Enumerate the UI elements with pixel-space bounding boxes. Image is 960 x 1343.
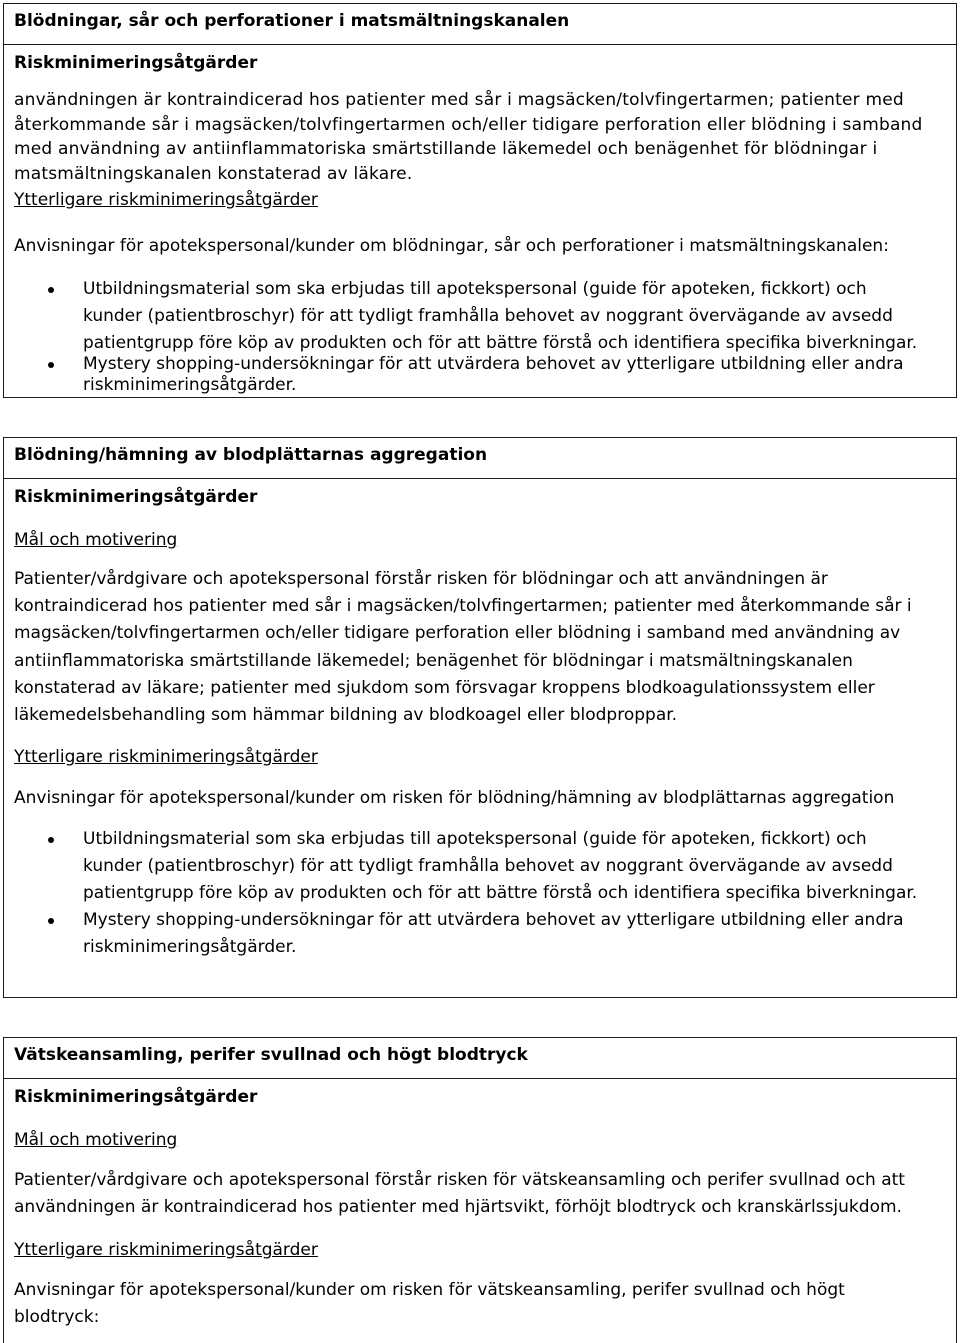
- bullet-list: [14, 826, 946, 961]
- risk-minimization-heading: Riskminimeringsåtgärder: [14, 1087, 258, 1107]
- instructions-text-line: blodtryck:: [14, 1307, 100, 1328]
- bullet-text-line: riskminimeringsåtgärder.: [83, 937, 297, 958]
- bullet-text-line: Utbildningsmaterial som ska erbjudas till apotekspersonal (guide för apoteken, fickkort) och: [83, 829, 867, 850]
- bullet-text-line: Mystery shopping-undersökningar för att utvärdera behovet av ytterligare utbildning eller andra: [83, 353, 904, 374]
- section-body: [4, 1084, 956, 1331]
- risk-section: [3, 3, 957, 398]
- bullet-text-line: riskminimeringsåtgärder.: [83, 374, 297, 395]
- instructions-text-line: Anvisningar för apotekspersonal/kunder om risken för blödning/hämning av blodplättarnas aggregation: [14, 788, 895, 809]
- instructions-text-line: Anvisningar för apotekspersonal/kunder om risken för vätskeansamling, perifer svullnad och högt: [14, 1280, 845, 1301]
- body-text-line: magsäcken/tolvfingertarmen och/eller tidigare perforation eller blödning i samband med användning av: [14, 623, 901, 644]
- bullet-text-line: kunder (patientbroschyr) för att tydligt framhålla behovet av noggrant övervägande av avsedd: [83, 305, 893, 326]
- section-body: [4, 484, 956, 961]
- body-text-line: återkommande sår i magsäcken/tolvfingertarmen och/eller tidigare perforation eller blödning i samband: [14, 114, 923, 135]
- instructions-text-line: Anvisningar för apotekspersonal/kunder om blödningar, sår och perforationer i matsmältningskanalen:: [14, 235, 889, 256]
- body-text-line: konstaterad av läkare; patienter med sjukdom som försvagar kroppens blodkoagulationssystem eller: [14, 677, 875, 698]
- section-title: Blödningar, sår och perforationer i matsmältningskanalen: [4, 4, 956, 45]
- body-paragraph: [14, 566, 946, 729]
- risk-minimization-heading: Riskminimeringsåtgärder: [14, 53, 258, 73]
- bullet-icon: [48, 918, 54, 924]
- bullet-list: [14, 276, 946, 396]
- section-title: Vätskeansamling, perifer svullnad och högt blodtryck: [4, 1038, 956, 1079]
- section-body: [4, 50, 956, 396]
- bullet-text-line: kunder (patientbroschyr) för att tydligt framhålla behovet av noggrant övervägande av avsedd: [83, 856, 893, 877]
- bullet-item: [14, 826, 946, 907]
- bullet-item: [14, 276, 946, 357]
- intro-paragraph: [14, 88, 946, 187]
- bullet-item: [14, 354, 946, 396]
- body-text-line: med användning av antiinflammatoriska smärtstillande läkemedel och benägenhet för blödningar i: [14, 139, 878, 160]
- goal-and-motivation-heading: Mål och motivering: [14, 1130, 178, 1150]
- risk-section: [3, 437, 957, 998]
- body-paragraph: [14, 1167, 946, 1221]
- body-text-line: antiinflammatoriska smärtstillande läkemedel; benägenhet för blödningar i matsmältningskanalen: [14, 650, 853, 671]
- body-text-line: användningen är kontraindicerad hos patienter med hjärtsvikt, förhöjt blodtryck och kranskärlssjukdom.: [14, 1197, 902, 1218]
- additional-measures-heading: Ytterligare riskminimeringsåtgärder: [14, 747, 318, 768]
- body-text-line: användningen är kontraindicerad hos patienter med sår i magsäcken/tolvfingertarmen; patienter med: [14, 90, 904, 110]
- risk-section: [3, 1037, 957, 1343]
- risk-minimization-heading: Riskminimeringsåtgärder: [14, 487, 258, 507]
- instructions-paragraph: [14, 1277, 946, 1331]
- bullet-text-line: Mystery shopping-undersökningar för att utvärdera behovet av ytterligare utbildning eller andra: [83, 910, 904, 931]
- body-text-line: Patienter/vårdgivare och apotekspersonal förstår risken för blödningar och att användningen är: [14, 569, 828, 589]
- bullet-icon: [48, 362, 54, 368]
- additional-measures-heading: Ytterligare riskminimeringsåtgärder: [14, 189, 318, 210]
- bullet-icon: [48, 287, 54, 293]
- body-text-line: matsmältningskanalen konstaterad av läkare.: [14, 164, 413, 185]
- body-text-line: läkemedelsbehandling som hämmar bildning av blodkoagel eller blodproppar.: [14, 704, 678, 725]
- goal-and-motivation-heading: Mål och motivering: [14, 530, 178, 550]
- bullet-item: [14, 907, 946, 961]
- body-text-line: Patienter/vårdgivare och apotekspersonal förstår risken för vätskeansamling och perifer svullnad och att: [14, 1170, 905, 1190]
- additional-measures-heading: Ytterligare riskminimeringsåtgärder: [14, 1240, 318, 1261]
- bullet-text-line: patientgrupp före köp av produkten och för att bättre förstå och identifiera specifika biverkningar.: [83, 332, 918, 353]
- section-title: Blödning/hämning av blodplättarnas aggregation: [4, 438, 956, 479]
- bullet-text-line: patientgrupp före köp av produkten och för att bättre förstå och identifiera specifika biverkningar.: [83, 883, 918, 904]
- body-text-line: kontraindicerad hos patienter med sår i magsäcken/tolvfingertarmen; patienter med återkommande sår i: [14, 596, 912, 617]
- bullet-icon: [48, 837, 54, 843]
- bullet-text-line: Utbildningsmaterial som ska erbjudas till apotekspersonal (guide för apoteken, fickkort) och: [83, 278, 867, 299]
